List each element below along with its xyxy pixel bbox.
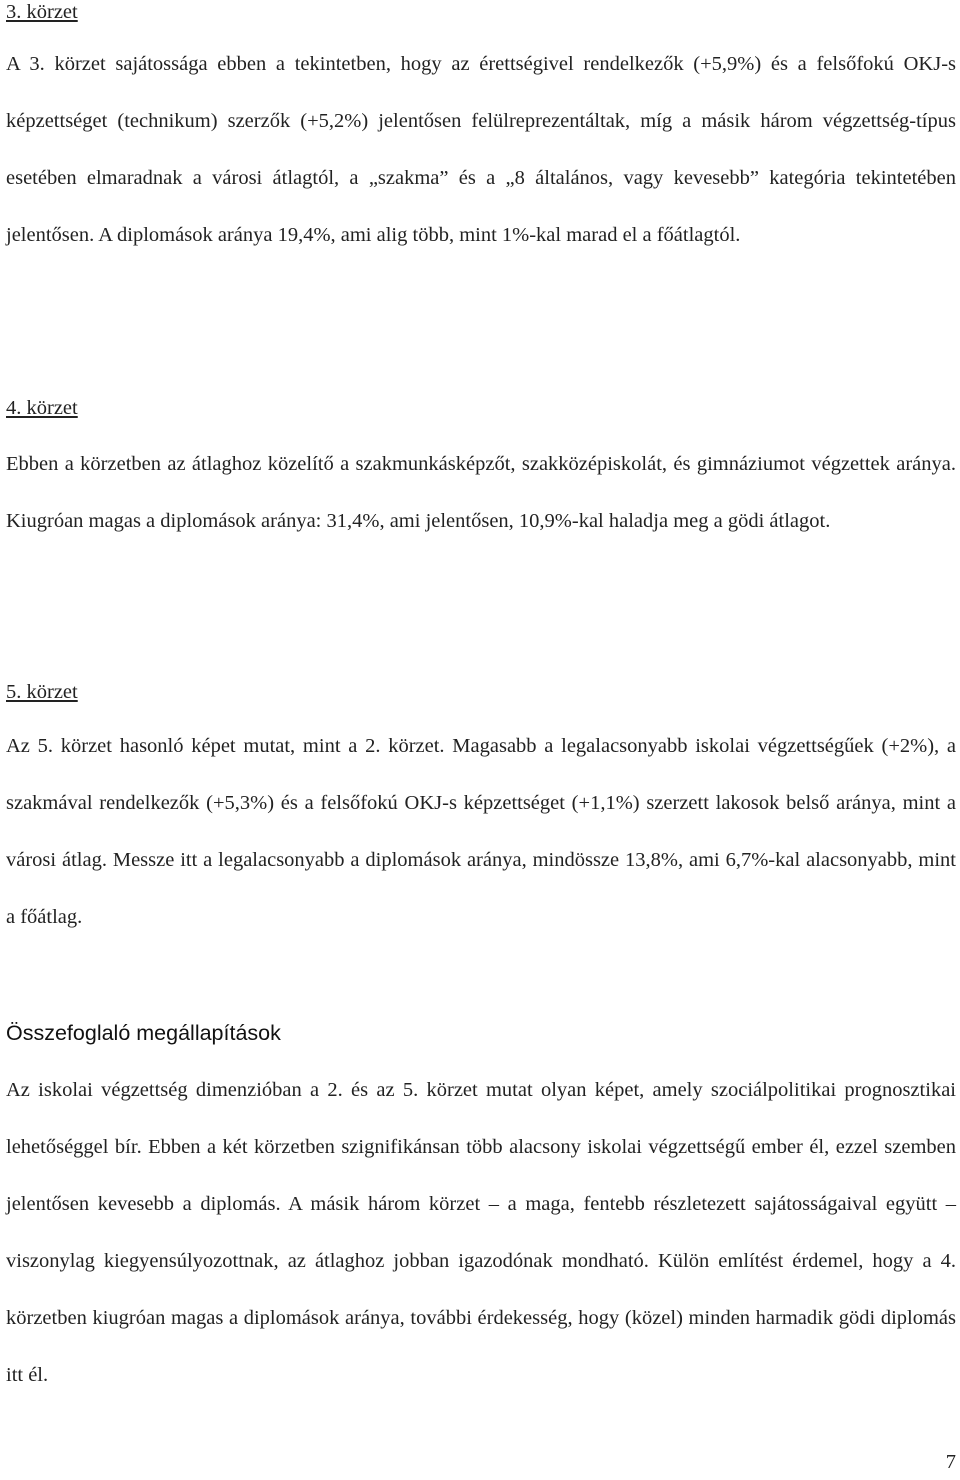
summary-title: Összefoglaló megállapítások xyxy=(6,1021,281,1045)
section-heading-5: 5. körzet xyxy=(6,681,78,703)
section-text-4: Ebben a körzetben az átlaghoz közelítő a szakmunkásképzőt, szakközépiskolát, és gimnáziumot végzettek aránya. Kiugróan magas a diplomások aránya: 31,4%, ami jelentősen, 10,9%-kal haladja meg a gödi átlagot. xyxy=(6,453,956,532)
section-text-5: Az 5. körzet hasonló képet mutat, mint a 2. körzet. Magasabb a legalacsonyabb iskolai végzettségűek (+2%), a szakmával rendelkezők (+5,3%) és a felsőfokú OKJ-s képzettséget (+1,1%) szerzett lakosok belső aránya, mint a városi átlag. Messze itt a legalacsonyabb a diplomások aránya, mindössze 13,8%, ami 6,7%-kal alacsonyabb, mint a főátlag. xyxy=(6,735,956,928)
summary-text: Az iskolai végzettség dimenzióban a 2. és az 5. körzet mutat olyan képet, amely szociálpolitikai prognosztikai lehetőséggel bír. Ebben a két körzetben szignifikánsan több alacsony iskolai végzettségű ember él, ezzel szemben jelentősen kevesebb a diplomás. A másik három körzet – a maga, fentebb részletezett sajátosságaival együtt – viszonylag kiegyensúlyozottnak, az átlaghoz jobban igazodónak mondható. Külön említést érdemel, hogy a 4. körzetben kiugróan magas a diplomások aránya, további érdekesség, hogy (közel) minden harmadik gödi diplomás itt él. xyxy=(6,1079,956,1386)
page-number: 7 xyxy=(945,1451,956,1473)
section-text-3: A 3. körzet sajátossága ebben a tekintetben, hogy az érettségivel rendelkezők (+5,9%) és a felsőfokú OKJ-s képzettséget (technikum) szerzők (+5,2%) jelentősen felülreprezentáltak, míg a másik három végzettség-típus esetében elmaradnak a városi átlagtól, a „szakma” és a „8 általános, vagy kevesebb” kategória tekintetében jelentősen. A diplomások aránya 19,4%, ami alig több, mint 1%-kal marad el a főátlagtól. xyxy=(6,53,956,246)
section-heading-4: 4. körzet xyxy=(6,397,78,419)
section-heading-3: 3. körzet xyxy=(6,1,78,23)
